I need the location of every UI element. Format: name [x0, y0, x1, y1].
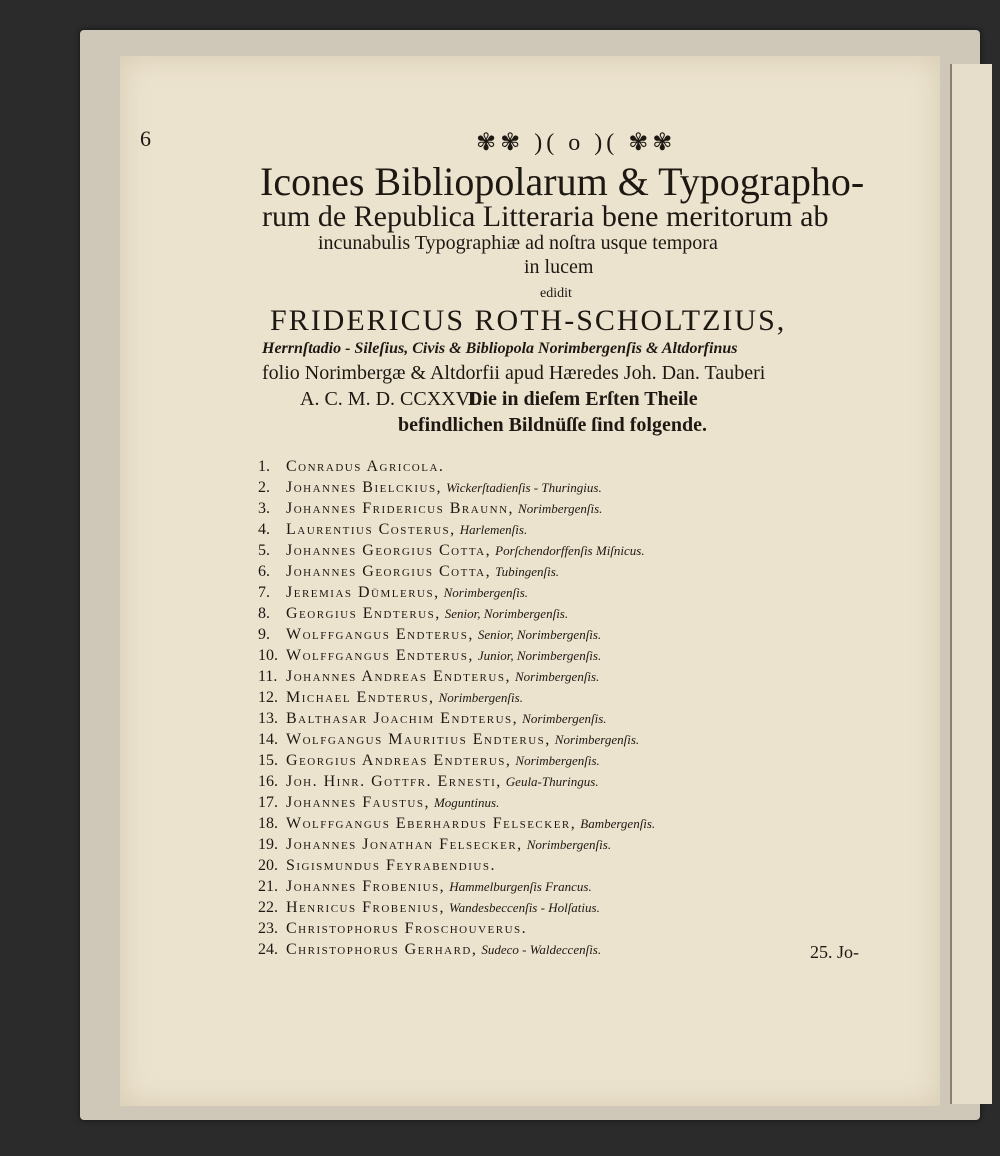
entry-name: Johannes Georgius Cotta, [286, 563, 492, 580]
entry-number: 23. [258, 920, 278, 937]
list-item [258, 687, 655, 708]
entry-place: Sudeco - Waldeccenſis. [481, 942, 602, 957]
entry-number: 24. [258, 941, 278, 958]
entry-place: Hammelburgenſis Francus. [449, 879, 592, 894]
entry-place: Moguntinus. [433, 795, 500, 810]
entry-number: 5. [258, 542, 270, 559]
list-item [258, 876, 655, 897]
list-item [258, 603, 655, 624]
facing-page-edge [950, 64, 992, 1104]
entry-number: 3. [258, 500, 270, 517]
entry-number: 22. [258, 899, 278, 916]
entry-place: Geula-Thuringus. [505, 774, 599, 789]
entry-name: Laurentius Costerus, [286, 521, 456, 538]
edidit-label: edidit [540, 286, 572, 301]
entry-name: Jeremias Dümlerus, [286, 584, 440, 601]
entry-name: Georgius Endterus, [286, 605, 441, 622]
entry-name: Michael Endterus, [286, 689, 435, 706]
entry-name: Christophorus Froschouverus. [286, 920, 528, 937]
portrait-list [258, 456, 655, 960]
entry-name: Johannes Frobenius, [286, 878, 446, 895]
entry-place: Junior, Norimbergenſis. [477, 648, 602, 663]
list-item [258, 624, 655, 645]
entry-number: 11. [258, 668, 278, 685]
entry-place: Wandesbeccenſis - Holſatius. [449, 900, 600, 915]
list-item [258, 897, 655, 918]
entry-number: 1. [258, 458, 270, 475]
entry-name: Johannes Jonathan Felsecker, [286, 836, 523, 853]
list-item [258, 792, 655, 813]
entry-place: Norimbergenſis. [514, 669, 600, 684]
entry-place: Porſchendorffenſis Miſnicus. [495, 543, 645, 558]
title-line-2: rum de Republica Litteraria bene meritorum ab [262, 200, 829, 233]
entry-number: 4. [258, 521, 270, 538]
entry-place: Wickerſtadienſis - Thuringius. [446, 480, 602, 495]
page-number: 6 [140, 126, 151, 151]
gothic-heading-line-2: befindlichen Bildnüſſe ſind folgende. [398, 414, 707, 436]
list-item [258, 498, 655, 519]
entry-number: 16. [258, 773, 278, 790]
list-item [258, 855, 655, 876]
entry-place: Norimbergenſis. [518, 501, 603, 516]
entry-number: 7. [258, 584, 270, 601]
entry-name: Wolffgangus Endterus, [286, 626, 474, 643]
list-item [258, 561, 655, 582]
entry-name: Conradus Agricola. [286, 458, 445, 475]
entry-place: Tubingenſis. [495, 564, 560, 579]
list-item [258, 771, 655, 792]
entry-name: Johannes Bielckius, [286, 479, 443, 496]
entry-place: Norimbergenſis. [438, 690, 523, 705]
entry-place: Senior, Norimbergenſis. [477, 627, 602, 642]
entry-name: Henricus Frobenius, [286, 899, 446, 916]
title-line-1: Icones Bibliopolarum & Typographo- [260, 159, 865, 204]
entry-place: Norimbergenſis. [515, 753, 600, 768]
entry-number: 14. [258, 731, 278, 748]
list-item [258, 708, 655, 729]
title-line-3: incunabulis Typographiæ ad noſtra usque tempora [318, 232, 718, 254]
entry-place: Senior, Norimbergenſis. [444, 606, 569, 621]
entry-name: Joh. Hinr. Gottfr. Ernesti, [286, 773, 502, 790]
list-item [258, 729, 655, 750]
list-item [258, 477, 655, 498]
entry-place: Norimbergenſis. [554, 732, 640, 747]
list-item [258, 666, 655, 687]
entry-number: 17. [258, 794, 278, 811]
entry-place: Norimbergenſis. [443, 585, 529, 600]
list-item [258, 519, 655, 540]
catchword: 25. Jo- [810, 942, 859, 962]
entry-number: 9. [258, 626, 270, 643]
imprint-line-1: folio Norimbergæ & Altdorfii apud Hæredes Joh. Dan. Tauberi [262, 362, 766, 384]
entry-name: Balthasar Joachim Endterus, [286, 710, 519, 727]
entry-number: 21. [258, 878, 278, 895]
entry-number: 18. [258, 815, 278, 832]
imprint-line-2: A. C. M. D. CCXXVI. [300, 388, 482, 410]
author-name: FRIDERICUS ROTH-SCHOLTZIUS, [270, 304, 787, 337]
entry-name: Johannes Fridericus Braunn, [286, 500, 515, 517]
gothic-heading-line-1: Die in dieſem Erſten Theile [468, 388, 698, 410]
entry-number: 10. [258, 647, 278, 664]
entry-place: Bambergenſis. [580, 816, 656, 831]
list-item [258, 582, 655, 603]
list-item [258, 834, 655, 855]
entry-place: Norimbergenſis. [522, 711, 607, 726]
header-ornament: ✾✾ )( o )( ✾✾ [476, 130, 677, 156]
list-item [258, 456, 655, 477]
entry-name: Johannes Andreas Endterus, [286, 668, 511, 685]
title-line-4: in lucem [524, 256, 594, 278]
entry-number: 12. [258, 689, 278, 706]
entry-number: 8. [258, 605, 270, 622]
entry-number: 6. [258, 563, 270, 580]
entry-name: Wolfgangus Mauritius Endterus, [286, 731, 551, 748]
list-item [258, 540, 655, 561]
entry-name: Wolffgangus Endterus, [286, 647, 474, 664]
list-item [258, 813, 655, 834]
entry-number: 15. [258, 752, 278, 769]
entry-number: 19. [258, 836, 278, 853]
entry-number: 20. [258, 857, 278, 874]
entry-name: Wolffgangus Eberhardus Felsecker, [286, 815, 577, 832]
list-item [258, 645, 655, 666]
author-description: Herrnſtadio - Sileſius, Civis & Bibliopola Norimbergenſis & Altdorfinus [262, 340, 738, 357]
entry-name: Georgius Andreas Endterus, [286, 752, 512, 769]
list-item [258, 750, 655, 771]
entry-name: Christophorus Gerhard, [286, 941, 478, 958]
list-item [258, 939, 655, 960]
entry-number: 13. [258, 710, 278, 727]
entry-place: Harlemenſis. [459, 522, 528, 537]
entry-name: Sigismundus Feyrabendius. [286, 857, 496, 874]
entry-name: Johannes Georgius Cotta, [286, 542, 492, 559]
entry-number: 2. [258, 479, 270, 496]
list-item [258, 918, 655, 939]
entry-name: Johannes Faustus, [286, 794, 430, 811]
entry-place: Norimbergenſis. [526, 837, 612, 852]
